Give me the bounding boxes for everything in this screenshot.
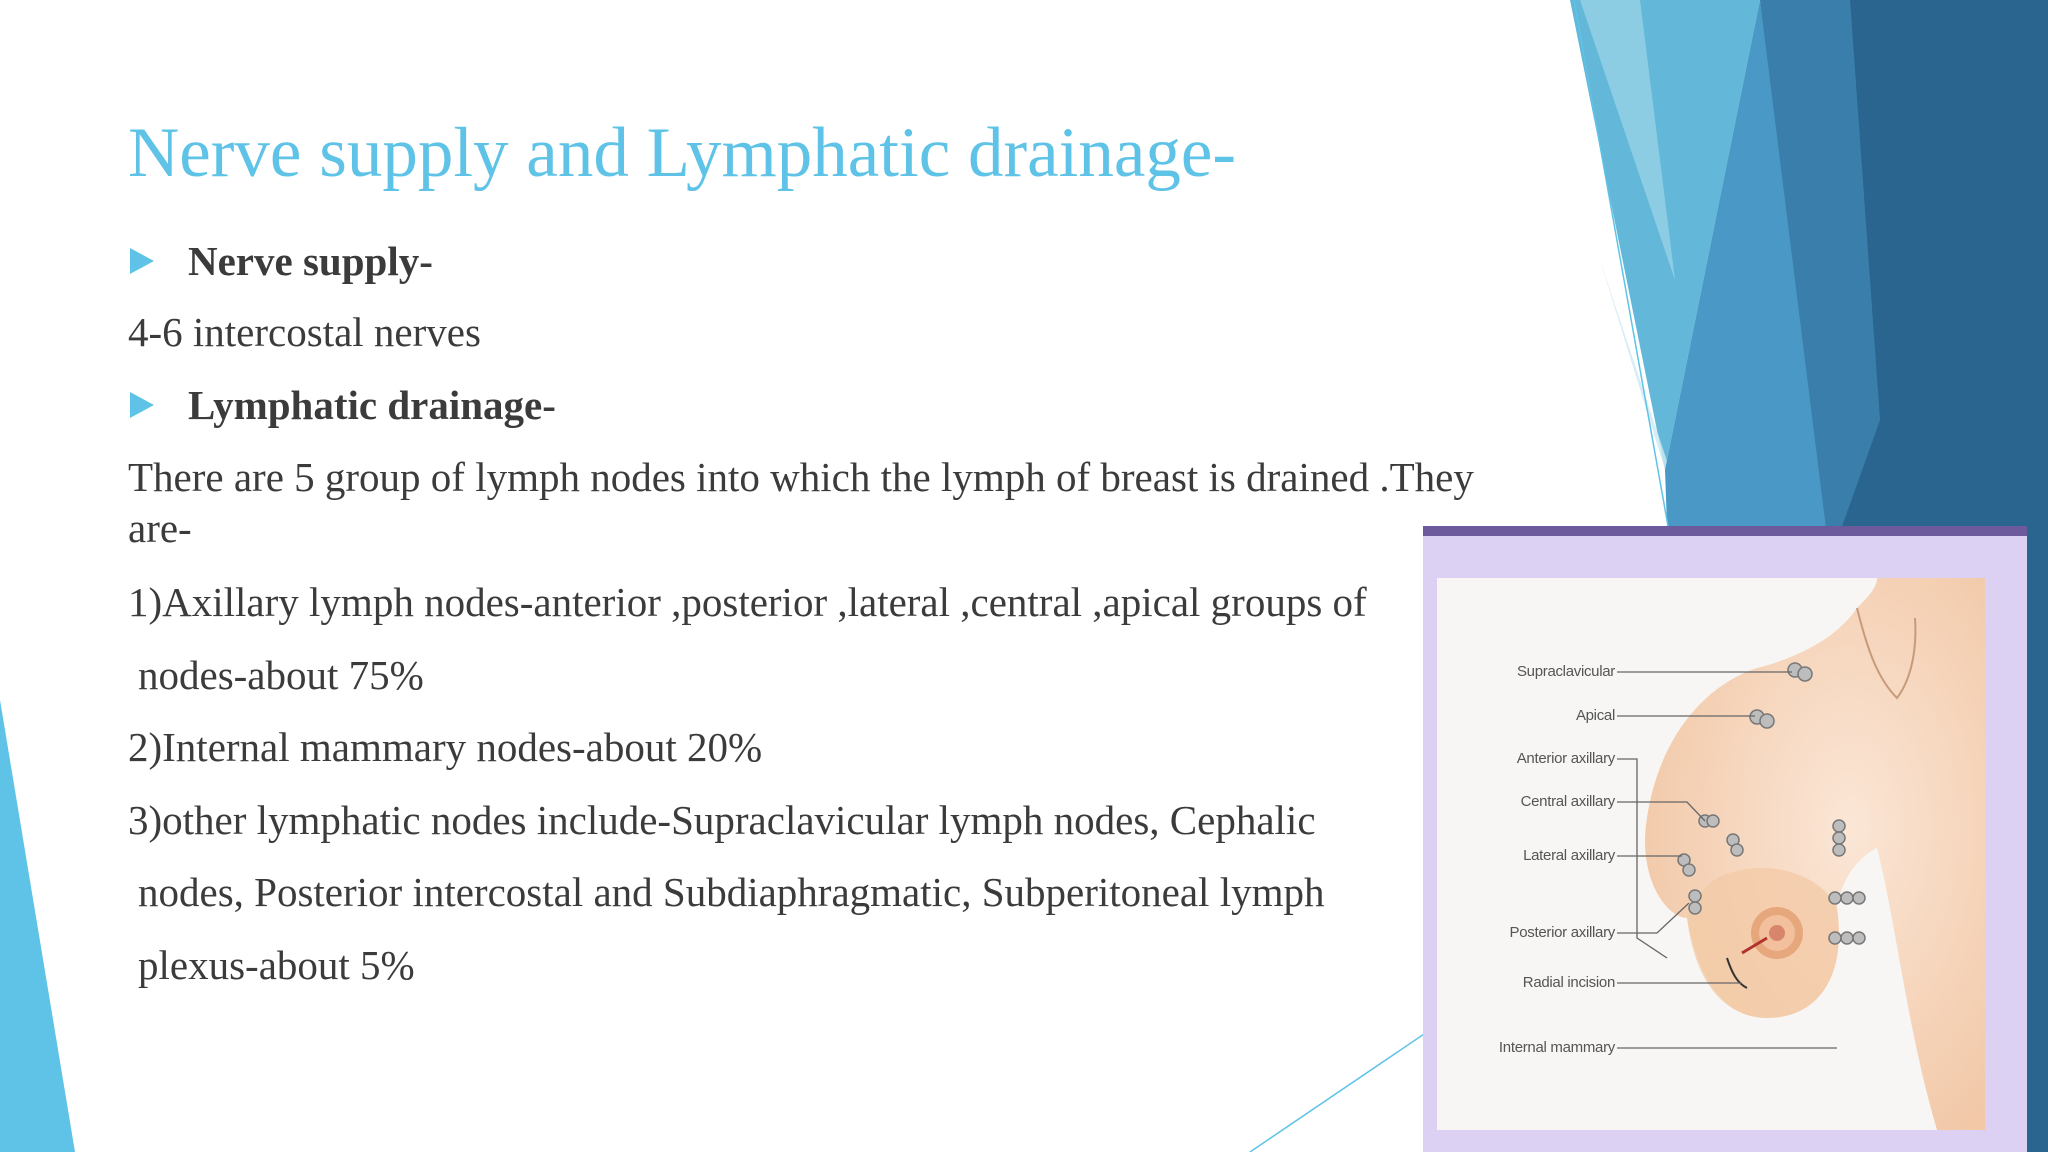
label-posterior-axillary: Posterior axillary — [1509, 924, 1615, 941]
intro-line-1: There are 5 group of lymph nodes into which the lymph of breast is drained .They — [128, 454, 1474, 500]
item-3-line-1: 3)other lymphatic nodes include-Supraclavicular lymph nodes, Cephalic — [128, 797, 1316, 843]
slide-title: Nerve supply and Lymphatic drainage- — [128, 114, 1237, 192]
label-apical: Apical — [1575, 707, 1615, 724]
lymph-nodes-figure — [1423, 526, 2027, 1152]
nerve-supply-heading: Nerve supply- — [188, 238, 433, 284]
bullet-triangle-icon — [130, 392, 154, 418]
label-radial-incision: Radial incision — [1522, 974, 1615, 991]
nerve-supply-text: 4-6 intercostal nerves — [128, 309, 481, 355]
label-lateral-axillary: Lateral axillary — [1523, 847, 1615, 864]
label-supraclavicular: Supraclavicular — [1516, 663, 1615, 680]
label-central-axillary: Central axillary — [1520, 793, 1615, 810]
bullet-triangle-icon — [130, 248, 154, 274]
label-anterior-axillary: Anterior axillary — [1516, 750, 1615, 767]
item-2: 2)Internal mammary nodes-about 20% — [128, 724, 763, 770]
bullet-nerve-supply — [130, 237, 433, 285]
item-1-line-2: nodes-about 75% — [138, 652, 424, 698]
figure-top-bar — [1423, 526, 2027, 536]
label-internal-mammary: Internal mammary — [1498, 1039, 1615, 1056]
bullet-lymphatic-drainage — [130, 381, 556, 429]
item-1-line-1: 1)Axillary lymph nodes-anterior ,posterior ,lateral ,central ,apical groups of — [128, 579, 1367, 625]
intro-line-2: are- — [128, 505, 192, 551]
item-3-line-3: plexus-about 5% — [138, 942, 415, 988]
lymphatic-drainage-heading: Lymphatic drainage- — [188, 382, 556, 428]
item-3-line-2: nodes, Posterior intercostal and Subdiaphragmatic, Subperitoneal lymph — [138, 869, 1325, 915]
figure-illustration — [1437, 578, 1985, 1130]
